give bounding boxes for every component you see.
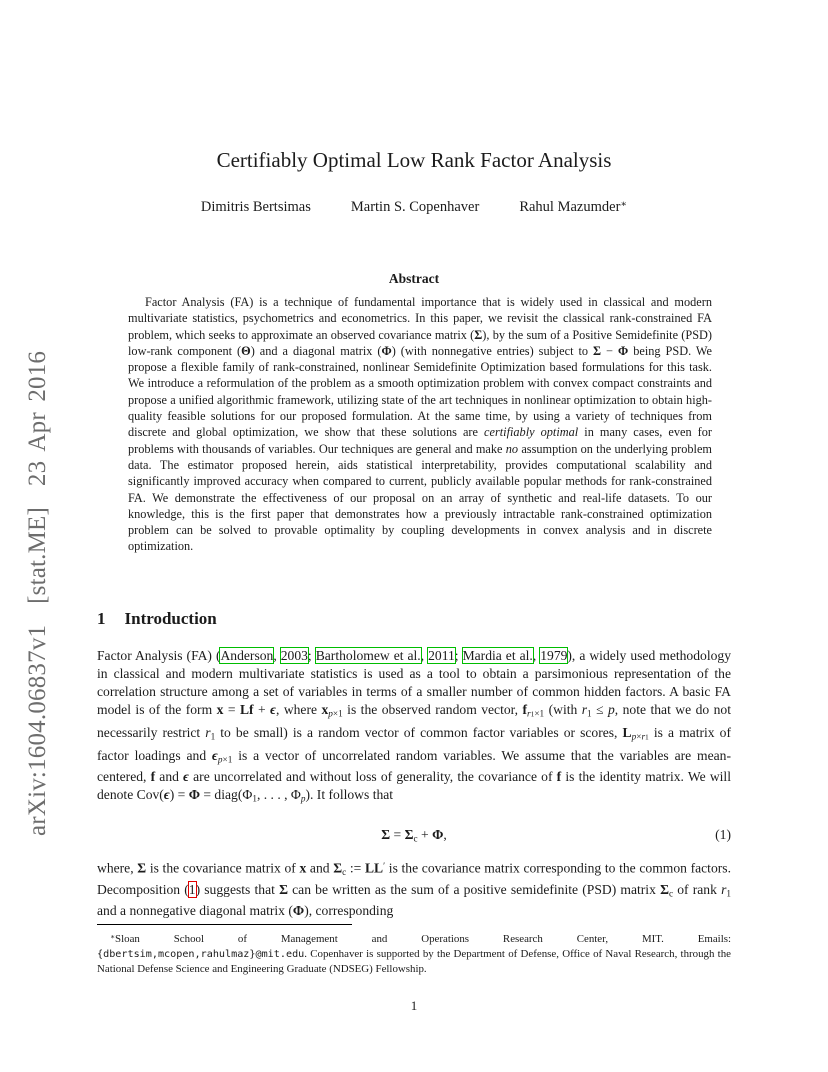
footnote-rest: {dbertsim,mcopen,rahulmaz}@mit.edu. Copenhaver is supported by the Department of Defense, Office of Naval Research, through the National Defense Science and Engineering Graduate (NDSEG) Fellowship. — [97, 948, 731, 976]
paper-title: Certifiably Optimal Low Rank Factor Analysis — [216, 148, 612, 172]
intro-paragraph-2: where, Σ is the covariance matrix of x and Σc := LL′ is the covariance matrix corresponding to the common factors. Decomposition (1) suggests that Σ can be written as the sum of a positive semidefinite (PSD) matrix Σc of rank r1 and a nonnegative diagonal matrix (Φ), corresponding — [97, 860, 731, 919]
footnote — [97, 929, 731, 978]
author-name: Dimitris Bertsimas — [200, 199, 311, 215]
citation-link[interactable]: 2011 — [428, 648, 455, 663]
footnote-line-1: ∗Sloan School of Management and Operations Research Center, MIT. Emails: — [110, 932, 731, 945]
author-name: Rahul Mazumder∗ — [519, 199, 628, 215]
abstract-heading: Abstract — [388, 271, 440, 286]
equation-ref-link[interactable]: 1 — [188, 882, 196, 898]
section-title: Introduction — [124, 609, 217, 628]
author-mark: ∗ — [620, 199, 628, 211]
section-number: 1 — [97, 609, 106, 628]
page-number: 1 — [410, 998, 418, 1013]
author-name: Martin S. Copenhaver — [350, 199, 480, 215]
footnote-rule — [97, 924, 352, 925]
citation-link[interactable]: 2003 — [280, 648, 308, 663]
author-list — [97, 199, 731, 216]
arxiv-watermark: arXiv:1604.06837v1 [stat.ME] 23 Apr 2016 — [24, 350, 51, 836]
equation-number: (1) — [715, 827, 731, 842]
abstract-text: Factor Analysis (FA) is a technique of fundamental importance that is widely used in classical and modern multivariate statistics, psychometrics and econometrics. In this paper, we revisit the classical rank-constrained FA problem, which seeks to approximate an observed covariance matrix (Σ), by the sum of a Positive Semidefinite (PSD) low-rank component (Θ) and a diagonal matrix (Φ) (with nonnegative entries) subject to Σ − Φ being PSD. We propose a flexible family of rank-constrained, nonlinear Semidefinite Optimization based formulations for this task. We introduce a reformulation of the problem as a smooth optimization problem with convex compact constraints and propose a unified algorithmic framework, utilizing state of the art techniques in nonlinear optimization to obtain high-quality feasible solutions for our proposed formulation. At the same time, by using a variety of techniques from discrete and global optimization, we show that these solutions are certifiably optimal in many cases, even for problems with thousands of variables. Our techniques are general and make no assumption on the underlying problem data. The estimator proposed herein, aids statistical interpretability, provides computational scalability and significantly improved accuracy when compared to current, publicly available popular methods for rank-constrained FA. We demonstrate the effectiveness of our proposal on an array of synthetic and real-life datasets. To our knowledge, this is the first paper that demonstrates how a previously intractable rank-constrained optimization problem can be solved to provable optimality by coupling developments in convex analysis and in discrete optimization. — [128, 295, 713, 554]
citation-link[interactable]: Anderson — [220, 648, 274, 663]
section-heading — [97, 609, 217, 629]
citation-link[interactable]: Bartholomew et al. — [315, 648, 421, 663]
equation-1 — [97, 827, 731, 843]
equation-body: Σ = Σc + Φ, — [381, 827, 447, 844]
intro-paragraph-1: Factor Analysis (FA) (Anderson, 2003; Bartholomew et al., 2011; Mardia et al., 1979), a widely used methodology in classical and modern multivariate statistics is used as a tool to obtain a parsimonious representation of the correlation structure among a set of variables in terms of a smaller number of common hidden factors. A basic FA model is of the form x = Lf + ϵ, where xp×1 is the observed random vector, fr1×1 (with r1 ≤ p, note that we do not necessarily restrict r1 to be small) is a random vector of common factor variables or scores, Lp×r1 is a matrix of factor loadings and ϵp×1 is a vector of uncorrelated random variables. We assume that the variables are mean-centered, f and ϵ are uncorrelated and without loss of generality, the covariance of f is the identity matrix. We will denote Cov(ϵ) = Φ = diag(Φ1, . . . , Φp). It follows that — [97, 648, 732, 804]
citation-link[interactable]: Mardia et al. — [462, 648, 533, 663]
citation-link[interactable]: 1979 — [540, 648, 568, 663]
